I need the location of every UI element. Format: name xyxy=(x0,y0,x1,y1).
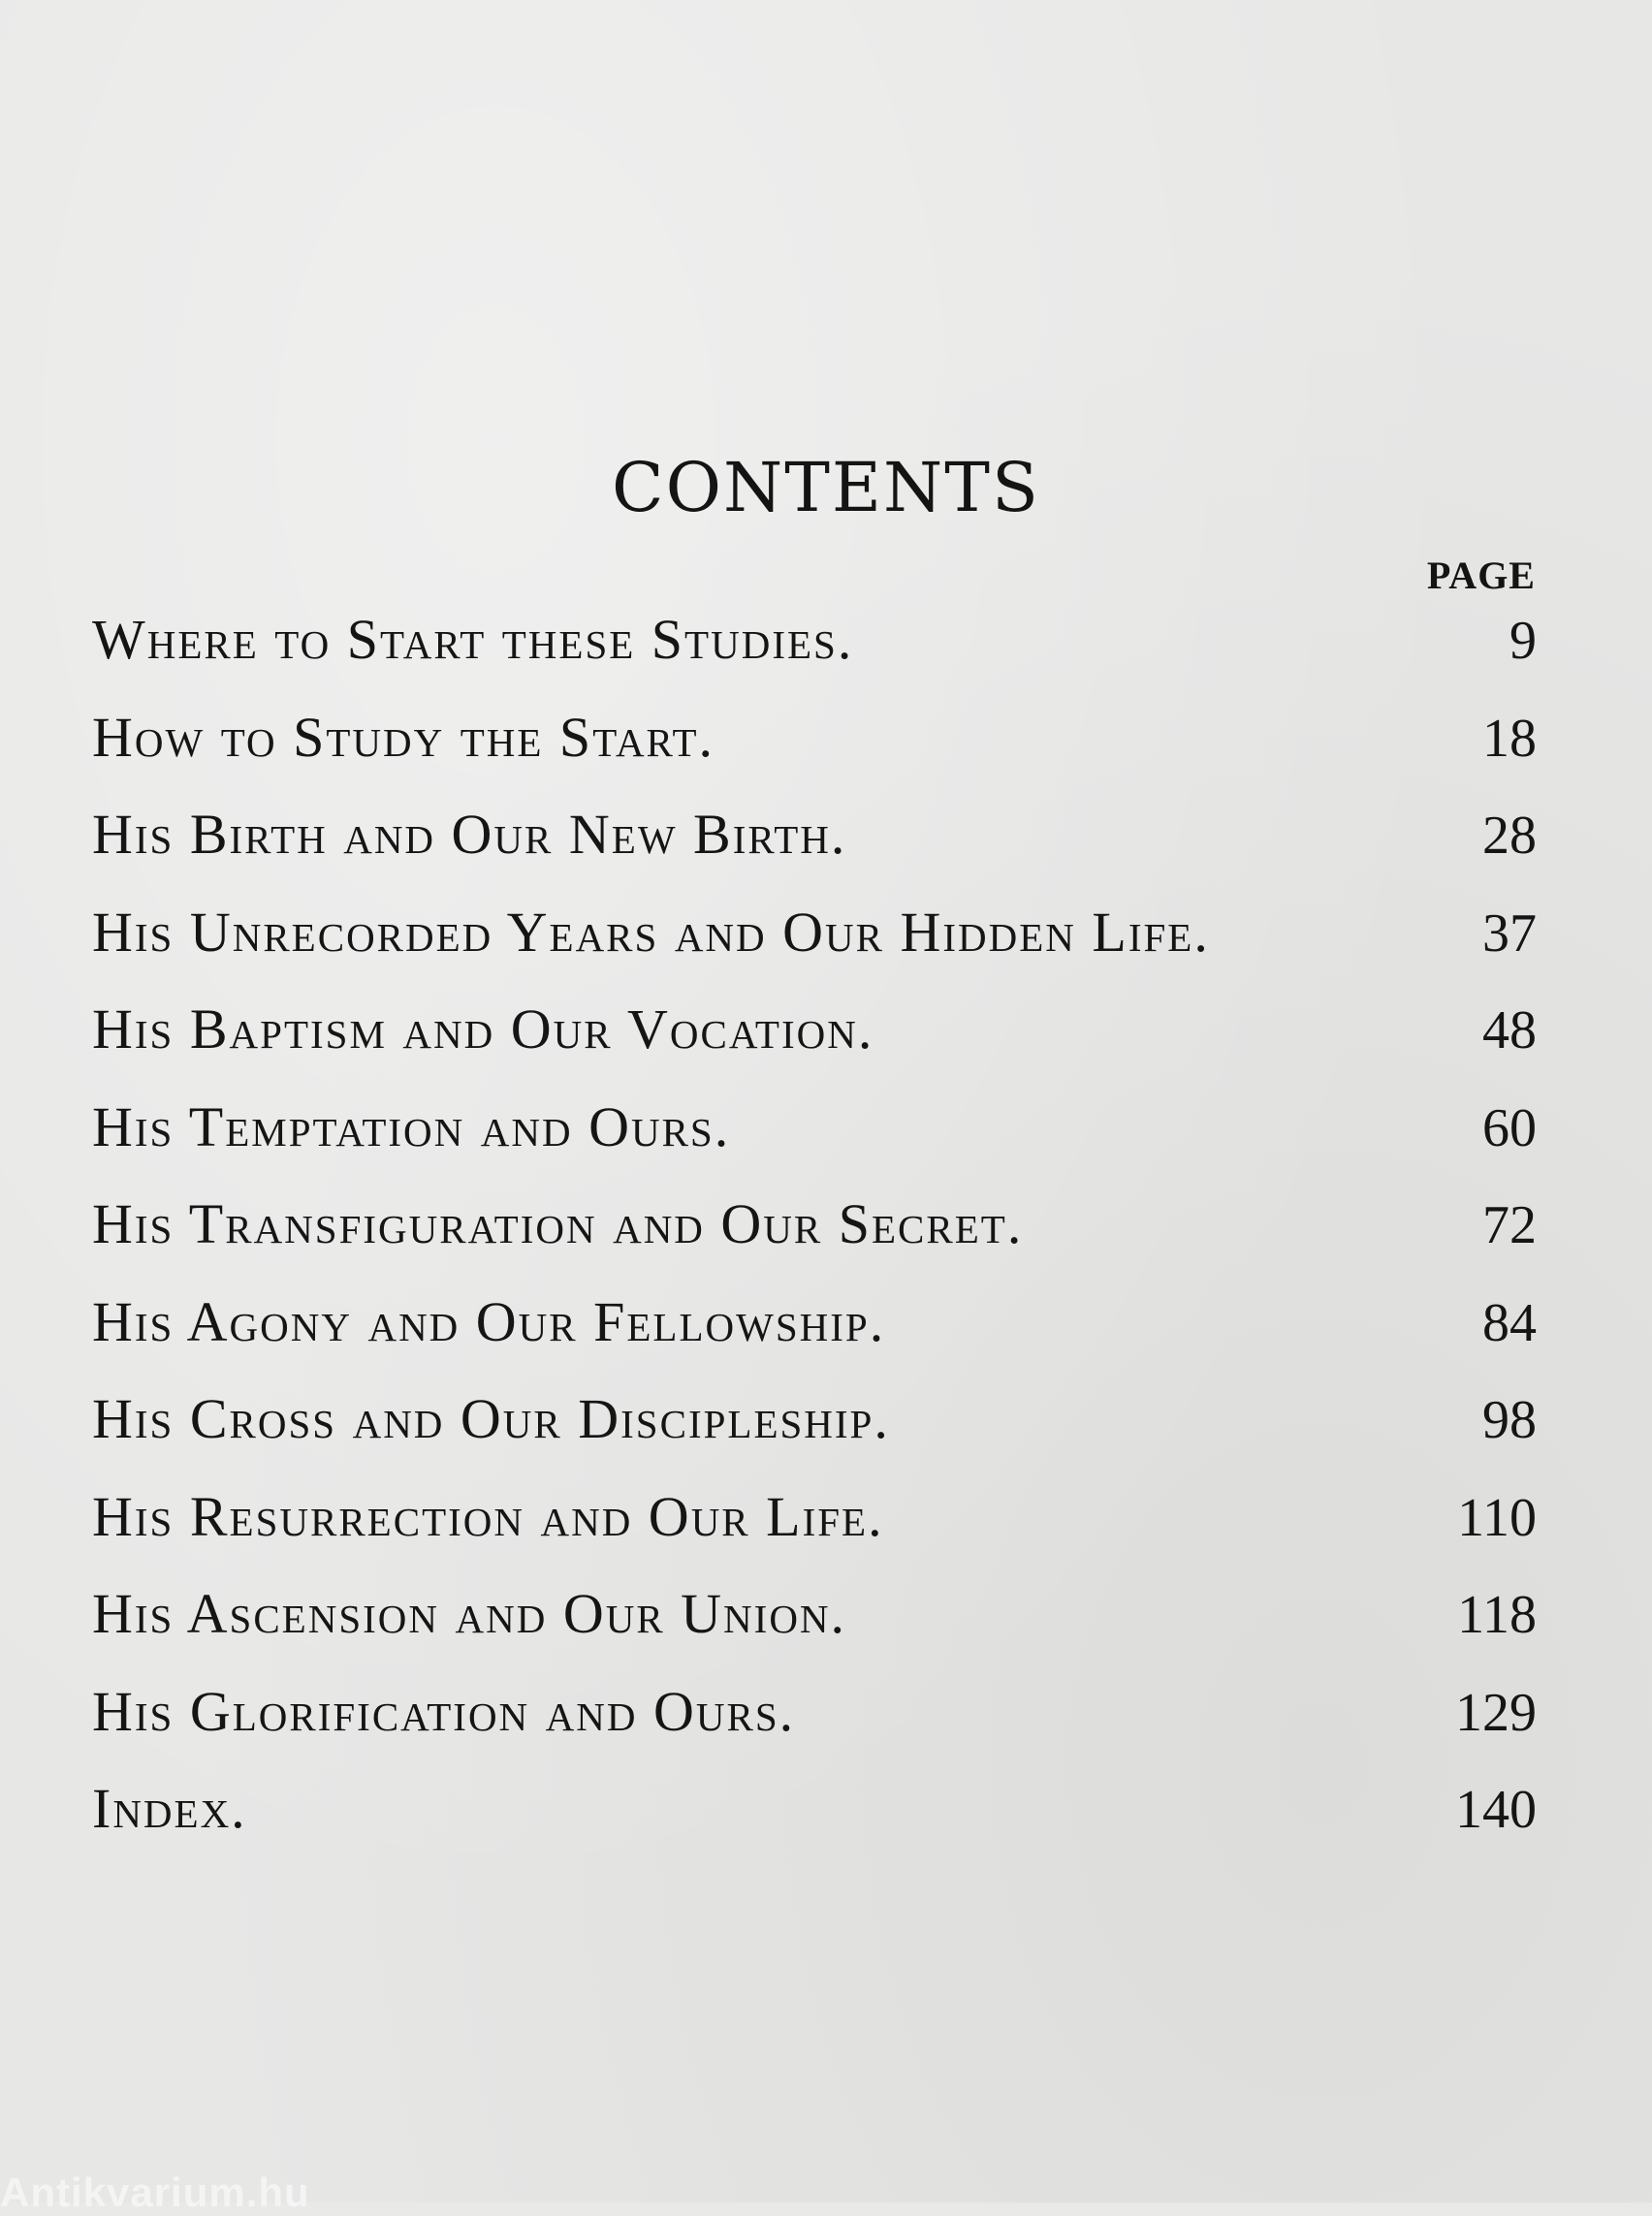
toc-entry-title: How to Study the Start. xyxy=(92,705,715,769)
toc-entry-page: 110 xyxy=(1457,1487,1537,1548)
toc-entry xyxy=(92,1186,1537,1283)
toc-entry xyxy=(92,1380,1537,1478)
toc-entry-title: His Transfiguration and Our Secret. xyxy=(92,1192,1024,1255)
toc-entry-title: His Glorification and Ours. xyxy=(92,1679,796,1743)
toc-entry-title: His Birth and Our New Birth. xyxy=(92,803,847,866)
toc-entry-title: His Agony and Our Fellowship. xyxy=(92,1289,886,1353)
toc-entry-page: 118 xyxy=(1457,1585,1537,1645)
toc-entry-page: 28 xyxy=(1482,806,1537,866)
toc-entry xyxy=(92,991,1537,1089)
toc-entry-page: 48 xyxy=(1482,1000,1537,1061)
toc-entry-title: His Temptation and Ours. xyxy=(92,1094,731,1158)
toc-entry xyxy=(92,699,1537,797)
toc-entry-page: 72 xyxy=(1482,1195,1537,1255)
toc-entry-page: 18 xyxy=(1482,708,1537,769)
toc-entry xyxy=(92,1089,1537,1187)
toc-entry xyxy=(92,1283,1537,1381)
toc-entry-page: 9 xyxy=(1509,611,1537,671)
toc-entry xyxy=(92,796,1537,894)
toc-entry-title: Where to Start these Studies. xyxy=(92,608,854,671)
toc-entry-title: His Cross and Our Discipleship. xyxy=(92,1387,890,1450)
toc-entry xyxy=(92,894,1537,992)
watermark: Antikvarium.hu xyxy=(0,2169,310,2215)
toc-entry xyxy=(92,1770,1537,1868)
toc-entry-page: 37 xyxy=(1482,902,1537,964)
contents-heading: CONTENTS xyxy=(612,448,1040,527)
toc-entry xyxy=(92,1673,1537,1771)
page-column-label: PAGE xyxy=(1426,554,1536,597)
toc-entry-page: 140 xyxy=(1455,1780,1537,1840)
toc-entry-title: His Ascension and Our Union. xyxy=(92,1582,847,1645)
toc-entry-title: His Baptism and Our Vocation. xyxy=(92,997,874,1061)
table-of-contents xyxy=(92,601,1537,1868)
toc-entry-title: Index. xyxy=(92,1777,247,1840)
toc-entry-page: 129 xyxy=(1455,1682,1537,1743)
toc-entry-page: 60 xyxy=(1482,1097,1537,1158)
toc-entry-title: His Resurrection and Our Life. xyxy=(92,1484,884,1548)
toc-entry-page: 98 xyxy=(1482,1390,1537,1450)
toc-entry-title: His Unrecorded Years and Our Hidden Life. xyxy=(92,900,1210,964)
toc-entry-page: 84 xyxy=(1482,1292,1537,1353)
toc-entry xyxy=(92,1575,1537,1673)
toc-entry xyxy=(92,1478,1537,1576)
toc-entry xyxy=(92,601,1537,699)
